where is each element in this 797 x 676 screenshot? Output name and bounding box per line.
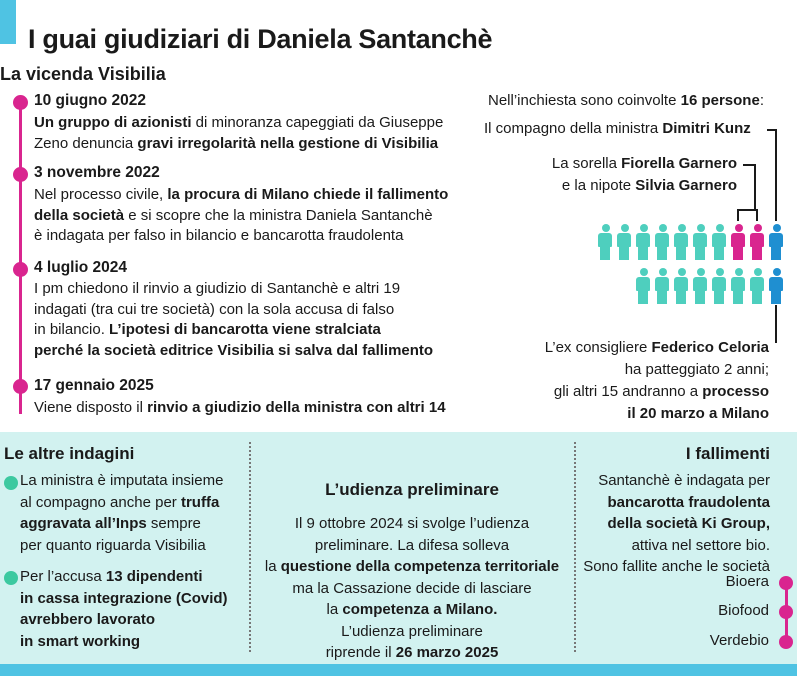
inquiry-counsellor: L’ex consigliere Federico Celoria [544,339,769,356]
bullet-dot [4,476,18,490]
timeline-dot [13,95,28,110]
company-dot [779,635,793,649]
timeline-dot [13,262,28,277]
title-accent-bar [0,0,16,44]
column-divider [574,442,576,652]
company-dot [779,576,793,590]
person-icon [598,224,612,260]
person-icon [712,224,726,260]
person-icon [731,224,745,260]
inquiry-plea: ha patteggiato 2 anni; [624,361,769,378]
connector-line [775,129,777,221]
person-icon [731,268,745,304]
company-name: Verdebio [709,632,769,649]
preliminary-hearing-title: L’udienza preliminare [325,480,499,499]
other-investigations-item: Per l’accusa 13 dipendenti in cassa integrazione (Covid) avrebbero lavorato in smart working [20,568,228,650]
person-icon [712,268,726,304]
bullet-dot [4,571,18,585]
person-icon [769,268,783,304]
person-icon [769,224,783,260]
inquiry-trial-date: il 20 marzo a Milano [627,405,769,422]
person-icon [674,224,688,260]
timeline-date: 10 giugno 2022 [34,92,146,109]
person-icon [636,224,650,260]
section-subtitle: La vicenda Visibilia [0,64,166,84]
connector-line [756,209,758,221]
timeline-text: Nel processo civile, la procura di Milano chiede il fallimento della società e si scopre che la ministra Daniela Santanchè è indagata per falso in bilancio e bancarotta fraudolenta [34,186,449,244]
person-icon [674,268,688,304]
timeline-dot [13,167,28,182]
person-icon [750,268,764,304]
header [0,0,797,56]
person-icon [750,224,764,260]
timeline-date: 17 gennaio 2025 [34,377,154,394]
timeline-date: 4 luglio 2024 [34,259,128,276]
connector-line [737,209,757,211]
bankruptcies-text: Santanchè è indagata per bancarotta fraudolenta della società Ki Group, attiva nel settore bio. Sono fallite anche le società [583,472,770,575]
inquiry-niece: e la nipote Silvia Garnero [561,177,737,194]
timeline-dot [13,379,28,394]
inquiry-sister: La sorella Fiorella Garnero [551,155,737,172]
connector-line [775,305,777,343]
person-icon [655,268,669,304]
company-dot [779,605,793,619]
connector-line [737,209,739,221]
person-icon [636,268,650,304]
timeline-text: Un gruppo di azionisti di minoranza capeggiati da Giuseppe Zeno denuncia gravi irregolarità nella gestione di Visibilia [34,114,444,152]
person-icon [617,224,631,260]
person-icon [693,268,707,304]
person-icon [693,224,707,260]
inquiry-partner: Il compagno della ministra Dimitri Kunz [484,120,751,137]
inquiry-intro: Nell’inchiesta sono coinvolte 16 persone: [488,92,764,109]
other-investigations-item: La ministra è imputata insieme al compagno anche per truffa aggravata all’Inps sempre per quanto riguarda Visibilia [20,472,224,554]
timeline-text: I pm chiedono il rinvio a giudizio di Santanchè e altri 19 indagati (tra cui tre società) con la sola accusa di falso in bilancio. L’ipotesi di bancarotta viene stralciata perché la società editrice Visibilia si salva dal fallimento [34,280,434,359]
person-icon [655,224,669,260]
timeline-date: 3 novembre 2022 [34,164,160,181]
column-divider [249,442,251,652]
timeline-text: Viene disposto il rinvio a giudizio della ministra con altri 14 [34,399,446,416]
bottom-stripe [0,664,797,676]
timeline-line [19,102,22,414]
inquiry-others: gli altri 15 andranno a processo [553,383,769,400]
company-name: Bioera [725,573,769,590]
company-name: Biofood [718,602,769,619]
connector-line [754,164,756,210]
preliminary-hearing-text: Il 9 ottobre 2024 si svolge l’udienza preliminare. La difesa solleva la questione della competenza territoriale ma la Cassazione decide di lasciare la competenza a Milano. L’udienza preliminare riprende il 26 marzo 2025 [264,515,560,661]
page-title: I guai giudiziari di Daniela Santanchè [28,24,493,54]
other-investigations-title: Le altre indagini [4,444,135,463]
bankruptcies-title: I fallimenti [685,444,770,463]
